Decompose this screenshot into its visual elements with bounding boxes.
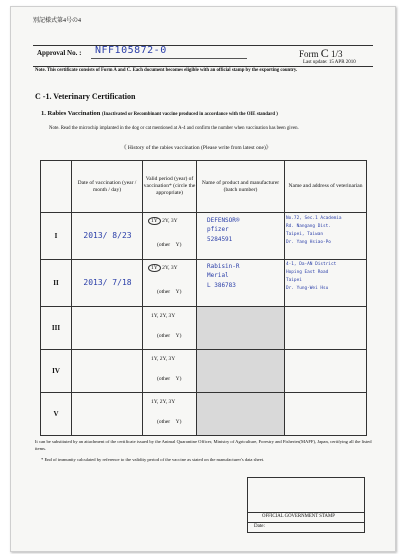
vet-address-1: 4-1, Da-AN District — [286, 262, 337, 267]
option-2y: 2Y, — [162, 218, 170, 224]
subtitle-bold: 1. Rabies Vaccination — [41, 110, 101, 117]
option-3y: 3Y — [168, 313, 176, 319]
manufacturer: pfizer — [207, 226, 229, 234]
row-numeral: V — [53, 409, 59, 418]
row-divider-2 — [40, 306, 366, 307]
valid-period-options — [148, 217, 178, 225]
option-1y: 1Y, — [151, 399, 159, 405]
section-subtitle — [41, 110, 278, 117]
table-border-bottom — [40, 435, 366, 436]
row-divider-3 — [40, 349, 366, 350]
batch-number: 5284591 — [207, 235, 233, 243]
option-2y: 2Y, — [159, 399, 168, 405]
other-label: (other — [157, 376, 171, 382]
manufacturer: Merial — [207, 272, 229, 280]
footnote-substitution: It can be substituted by an attachment of the certificate issued by the Animal Quarantine Officer, Ministry of Agriculture, Forestry and Fisheries(MAFF), Japan, certifying all the listed items. — [35, 439, 372, 451]
footnote-immunity: * End of immunity calculated by reference to the validity period of the vaccine as stated on the manufacturer's data sheet. — [41, 457, 265, 462]
header-note: Note. This certificate consists of Form A and C. Each document becomes eligible with an official stamp by the exporting country. — [35, 68, 298, 73]
vet-address-1: No.72, Sec.1 Academia — [286, 216, 342, 221]
vet-address-3: Taipei — [286, 277, 302, 283]
row-numeral: III — [51, 323, 61, 332]
vet-name: Dr. Yung-Wei Hsu — [286, 285, 329, 291]
row-divider-4 — [40, 392, 366, 393]
valid-period-options — [151, 399, 175, 405]
unused-rows-shading — [196, 307, 284, 435]
certificate-sheet — [10, 6, 396, 552]
subtitle-rest: (Inactivated or Recombinant vaccine produced in accordance with the OIE standard ) — [102, 112, 278, 117]
header-veterinarian: Name and address of veterinarian — [288, 183, 363, 190]
other-suffix: Y) — [175, 419, 182, 425]
other-label: (other — [157, 333, 171, 339]
other-period — [157, 333, 181, 339]
selected-option: 1Y — [148, 217, 161, 225]
row-numeral: II — [53, 278, 59, 287]
form-letter: C — [320, 46, 329, 60]
vaccination-date: 2013/ 8/23 — [83, 231, 132, 240]
header-valid-period: Valid period (year) of vaccination* (circle the appropriate) — [143, 176, 196, 196]
vet-address-2: Hoping East Road — [286, 269, 329, 275]
option-2y: 2Y, — [162, 265, 170, 271]
valid-period-options — [151, 356, 175, 362]
option-1y: 1Y, — [151, 356, 159, 362]
veterinarian-info — [286, 261, 336, 293]
other-label: (other — [157, 419, 171, 425]
header-product: Name of product and manufacturer (batch number) — [201, 179, 280, 193]
product-name: Rabisin-R — [207, 263, 240, 270]
other-suffix: Y) — [175, 242, 182, 248]
vet-address-3: Taipei, Taiwan — [286, 231, 324, 237]
option-2y: 2Y, — [159, 313, 168, 319]
header-date: Date of vaccination (year / month / day) — [77, 179, 137, 193]
stamp-label: OFFICIAL GOVERNMENT STAMP — [262, 514, 335, 519]
product-info — [207, 216, 240, 244]
stamp-date-label: Date: — [254, 524, 265, 529]
option-3y: 3Y — [168, 399, 176, 405]
form-title-prefix: Form — [299, 49, 319, 59]
form-page: 1/3 — [331, 49, 343, 59]
product-info — [207, 262, 240, 290]
option-3y: 3Y — [170, 218, 178, 224]
valid-period-options — [148, 264, 178, 272]
other-period — [157, 242, 181, 248]
other-label: (other — [157, 242, 171, 248]
other-period — [157, 289, 181, 295]
option-3y: 3Y — [168, 356, 176, 362]
vet-address-2: Rd. Nangang Dist. — [286, 223, 331, 229]
form-ref: 別記様式第4号の4 — [33, 18, 82, 24]
option-2y: 2Y, — [159, 356, 168, 362]
section-instruction: Note. Read the microchip implanted in the dog or cat mentioned at A-4 and confirm the number when vaccination has been given. — [49, 126, 299, 131]
other-period — [157, 419, 181, 425]
section-title: C -1. Veterinary Certification — [35, 92, 136, 101]
other-period — [157, 376, 181, 382]
vet-name: Dr. Yang Hsiao-Po — [286, 239, 331, 245]
col-line-5 — [366, 160, 367, 436]
option-1y: 1Y, — [151, 313, 159, 319]
approval-underline — [91, 58, 247, 59]
other-suffix: Y) — [175, 289, 182, 295]
selected-option: 1Y — [148, 264, 161, 272]
form-title — [299, 46, 343, 61]
stamp-divider-2 — [248, 522, 364, 523]
veterinarian-info — [286, 215, 342, 247]
last-update: Last update: 15 APR 2010 — [303, 60, 356, 65]
row-numeral: I — [54, 231, 58, 240]
vaccination-date: 2013/ 7/18 — [83, 278, 132, 287]
approval-label: Approval No. : — [37, 49, 82, 57]
official-stamp-box — [247, 477, 365, 533]
valid-period-options — [151, 313, 175, 319]
other-suffix: Y) — [175, 376, 182, 382]
product-name: DEFENSOR® — [207, 217, 240, 224]
approval-number: NFF105872-0 — [95, 45, 167, 56]
other-suffix: Y) — [175, 333, 182, 339]
other-label: (other — [157, 289, 171, 295]
header-rule-bottom — [33, 66, 373, 67]
table-caption: 《 History of the rabies vaccination (Please write from latest one)》 — [121, 145, 272, 151]
option-3y: 3Y — [170, 265, 178, 271]
row-numeral: IV — [52, 366, 60, 375]
stamp-divider — [248, 512, 364, 513]
batch-number: L 386783 — [207, 281, 236, 289]
